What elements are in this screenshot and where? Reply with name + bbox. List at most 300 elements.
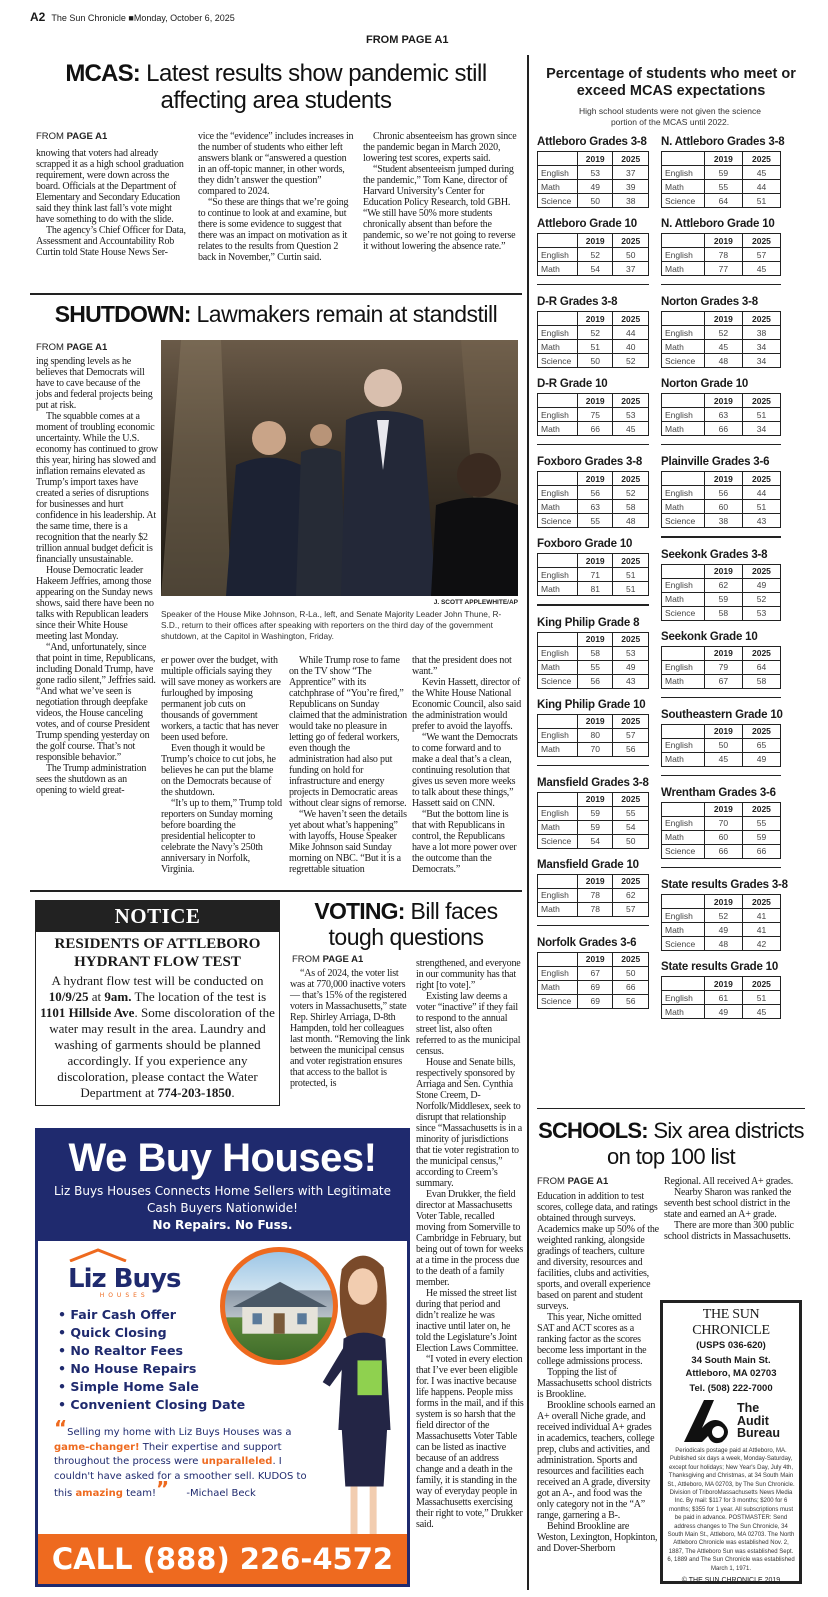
score-cell: 51 (742, 194, 780, 208)
header-cell-blank (662, 724, 705, 738)
table-row (662, 486, 781, 500)
paragraph: Behind Brookline are Weston, Lexington, Hopkinton, and Dover-Sherborn (537, 1521, 658, 1554)
mcas-column-3 (363, 131, 522, 252)
address-line: 34 South Main St. (691, 1355, 771, 1366)
score-cell: 52 (613, 486, 649, 500)
table-row (538, 674, 649, 688)
subject-cell: Math (538, 500, 578, 514)
subject-cell: Math (662, 923, 705, 937)
shutdown-headline (30, 301, 522, 328)
score-table-block (661, 959, 781, 1019)
mcas-column-2 (198, 131, 355, 263)
headline-kicker: SHUTDOWN: (54, 301, 191, 327)
subject-cell: English (662, 991, 705, 1005)
paper-date: The Sun Chronicle ■Monday, October 6, 2025 (51, 13, 235, 23)
score-table (537, 233, 649, 276)
subject-cell: Math (662, 422, 705, 436)
subject-cell: Math (662, 674, 705, 688)
subject-cell: Math (662, 340, 705, 354)
table-title: King Philip Grade 10 (537, 698, 646, 711)
score-cell: 52 (577, 248, 613, 262)
year-header: 2025 (742, 234, 780, 248)
table-title: Mansfield Grade 10 (537, 858, 639, 871)
table-title: State results Grades 3-8 (661, 879, 788, 892)
score-table (661, 393, 781, 436)
table-row (662, 923, 781, 937)
year-header: 2019 (704, 646, 742, 660)
score-cell: 53 (613, 408, 649, 422)
subject-cell: English (662, 486, 705, 500)
text-segment: . Some discoloration of the water may result in the area. Laundry and washing of garments should be planned accordingly. If you experience any discoloration, please contact the Water Department at (49, 1005, 275, 1100)
table-header-row (538, 952, 649, 966)
from-prefix: FROM (36, 131, 67, 142)
copyright: © THE SUN CHRONICLE 2019 (681, 1577, 781, 1585)
benefit-item: • Quick Closing (58, 1325, 167, 1340)
from-prefix: FROM (36, 342, 67, 353)
score-table (661, 724, 781, 767)
score-cell: 59 (742, 830, 780, 844)
score-cell: 66 (577, 422, 613, 436)
score-cell: 59 (704, 592, 742, 606)
score-cell: 54 (577, 834, 613, 848)
score-cell: 59 (577, 820, 613, 834)
table-header-row (662, 472, 781, 486)
subject-cell: Science (662, 514, 705, 528)
table-row (538, 902, 649, 916)
score-cell: 34 (742, 340, 780, 354)
score-cell: 49 (577, 180, 613, 194)
phone-number: Tel. (508) 222-7000 (689, 1383, 773, 1394)
table-title: Norton Grade 10 (661, 378, 749, 391)
table-row (662, 830, 781, 844)
score-cell: 69 (577, 980, 613, 994)
year-header: 2025 (613, 874, 649, 888)
year-header: 2025 (613, 394, 649, 408)
header-cell-blank (538, 714, 578, 728)
divider (537, 284, 649, 285)
paragraph: Brookline schools earned an A+ overall Niche grade, and received individual A+ grades in academics, teachers, college prep, clubs and activities, and administration. Sports and resources and facilities each received an A grade, diversity got an A-, and food was the only category not in the “A” range, garnering a B-. (537, 1400, 656, 1521)
text-segment: at (88, 989, 105, 1004)
paragraph: Even though it would be Trump’s choice to cut jobs, he believes he can put the blame on the Democrats because of the shutdown. (161, 743, 276, 798)
score-cell: 50 (613, 966, 649, 980)
subject-cell: Science (662, 354, 705, 368)
subject-cell: English (538, 166, 578, 180)
score-cell: 52 (704, 909, 742, 923)
year-header: 2019 (577, 312, 613, 326)
from-page-label (537, 1176, 608, 1187)
table-header-row (538, 312, 649, 326)
score-table-block (661, 707, 781, 767)
score-cell: 51 (742, 500, 780, 514)
table-row (662, 1005, 781, 1019)
score-cell: 50 (577, 194, 613, 208)
year-header: 2019 (577, 714, 613, 728)
subject-cell: Math (662, 830, 705, 844)
table-row (538, 500, 649, 514)
year-header: 2019 (577, 952, 613, 966)
score-cell: 56 (577, 486, 613, 500)
score-cell: 37 (613, 166, 649, 180)
testimonial-author: -Michael Beck (186, 1488, 256, 1499)
score-cell: 70 (577, 742, 613, 756)
table-row (538, 248, 649, 262)
subject-cell: Math (538, 980, 578, 994)
table-title: Seekonk Grade 10 (661, 630, 758, 643)
score-cell: 75 (577, 408, 613, 422)
score-table-block (537, 216, 649, 276)
benefit-item: • Simple Home Sale (58, 1379, 199, 1394)
liz-buys-houses-ad[interactable] (35, 1128, 410, 1587)
score-cell: 51 (742, 991, 780, 1005)
shutdown-column-2 (161, 655, 282, 875)
score-table (537, 714, 649, 757)
table-row (662, 660, 781, 674)
score-table (537, 874, 649, 917)
score-cell: 60 (704, 830, 742, 844)
score-cell: 58 (742, 674, 780, 688)
score-table-block (537, 615, 649, 689)
score-table-block (537, 454, 649, 528)
divider (537, 444, 649, 445)
shutdown-column-3 (289, 655, 407, 875)
subject-cell: English (538, 248, 578, 262)
table-row (538, 966, 649, 980)
usps-number: (USPS 036-620) (696, 1340, 766, 1351)
subject-cell: English (538, 486, 578, 500)
score-table (537, 471, 649, 528)
score-table-block (661, 629, 781, 689)
table-title: Norfolk Grades 3-6 (537, 936, 637, 949)
column-divider (527, 55, 529, 1590)
year-header: 2019 (577, 234, 613, 248)
table-header-row (662, 977, 781, 991)
emphasis-text: 774-203-1850 (157, 1085, 232, 1100)
table-row (538, 354, 649, 368)
year-header: 2019 (704, 472, 742, 486)
subject-cell: Math (538, 820, 578, 834)
header-cell-blank (538, 394, 578, 408)
from-prefix: FROM (537, 1176, 568, 1187)
table-title: N. Attleboro Grades 3-8 (661, 136, 785, 148)
subject-cell: Math (538, 742, 578, 756)
subject-cell: English (662, 578, 705, 592)
header-cell-blank (662, 977, 705, 991)
table-header-row (662, 895, 781, 909)
subject-cell: English (538, 646, 578, 660)
text-segment: A hydrant flow test will be conducted on (51, 973, 264, 988)
paragraph: There are more than 300 public school districts in Massachusetts. (664, 1220, 794, 1242)
score-cell: 57 (613, 902, 649, 916)
subject-cell: Math (662, 752, 705, 766)
score-table-block (661, 216, 781, 276)
table-title: N. Attleboro Grade 10 (661, 218, 775, 230)
score-table (661, 646, 781, 689)
score-table-block (537, 775, 649, 849)
paragraph: “So these are things that we’re going to continue to look at and examine, but there is some evidence to suggest that there was an impact on motivation as it relates to the results from Question 2 back in November,” Curtin said. (198, 197, 349, 263)
score-cell: 55 (613, 806, 649, 820)
subject-cell: English (662, 660, 705, 674)
headline-text: Bill faces tough questions (328, 898, 498, 950)
score-cell: 56 (613, 742, 649, 756)
score-cell: 49 (704, 923, 742, 937)
emphasis-text: game-changer! (54, 1441, 140, 1453)
score-cell: 44 (742, 180, 780, 194)
score-cell: 45 (742, 1005, 780, 1019)
score-cell: 66 (742, 844, 780, 858)
table-row (538, 582, 649, 596)
headline-kicker: VOTING: (314, 898, 405, 924)
ad-title: We Buy Houses! (68, 1136, 377, 1180)
table-row (538, 408, 649, 422)
table-title: Wrentham Grades 3-6 (661, 786, 776, 799)
headline-text: Latest results show pandemic still affecting area students (140, 60, 487, 114)
subject-cell: Science (662, 937, 705, 951)
score-table (537, 952, 649, 1009)
emphasis-text: 1101 Hillside Ave (40, 1005, 135, 1020)
house-roof-icon (68, 1248, 168, 1262)
benefit-item: • No House Repairs (58, 1361, 197, 1376)
header-cell-blank (538, 152, 578, 166)
emphasis-text: 9am. (104, 989, 132, 1004)
year-header: 2019 (577, 792, 613, 806)
table-header-row (662, 646, 781, 660)
score-cell: 34 (742, 354, 780, 368)
table-header-row (538, 472, 649, 486)
table-row (662, 844, 781, 858)
year-header: 2025 (742, 977, 780, 991)
score-cell: 52 (742, 592, 780, 606)
subject-cell: Math (662, 592, 705, 606)
score-table-block (661, 785, 781, 859)
table-row (662, 262, 781, 276)
text-segment: . (231, 1085, 235, 1100)
score-cell: 56 (704, 486, 742, 500)
table-header-row (662, 394, 781, 408)
paragraph: “As of 2024, the voter list was at 770,000 inactive voters — that’s 15% of the registered voters in Massachusetts,” state Rep. Shirley Arriaga, D-8th Hampden, told her colleagues last month. “Removing the link between the municipal census and voter registration ensures that access to the ballot is protected, is (290, 968, 410, 1089)
subject-cell: Science (662, 844, 705, 858)
year-header: 2025 (742, 152, 780, 166)
tables-column-left (537, 134, 649, 1017)
score-cell: 57 (613, 728, 649, 742)
table-title: Attleboro Grade 10 (537, 218, 637, 230)
score-cell: 67 (704, 674, 742, 688)
divider (537, 1108, 805, 1109)
score-cell: 44 (613, 326, 649, 340)
year-header: 2019 (577, 632, 613, 646)
year-header: 2019 (704, 152, 742, 166)
header-cell-blank (538, 792, 578, 806)
table-row (662, 991, 781, 1005)
table-title: Mansfield Grades 3-8 (537, 776, 649, 789)
photo-caption: Speaker of the House Mike Johnson, R-La., left, and Senate Majority Leader John Thune, R-S.D., return to their offices after speaking with reporters on the third day of the government shutdown, at the Capitol in Washington, Friday. (161, 609, 502, 641)
score-table (537, 553, 649, 596)
table-row (538, 834, 649, 848)
call-phone-button[interactable]: CALL (888) 226-4572 (38, 1534, 407, 1584)
table-row (538, 514, 649, 528)
mcas-column-1 (36, 148, 190, 258)
score-cell: 55 (577, 514, 613, 528)
score-cell: 77 (704, 262, 742, 276)
year-header: 2019 (577, 472, 613, 486)
year-header: 2025 (742, 724, 780, 738)
score-table (661, 976, 781, 1019)
hydrant-notice (35, 900, 280, 1106)
testimonial-text (54, 1427, 307, 1499)
schools-column-1 (537, 1191, 659, 1554)
text-segment: . I couldn't have asked for a smoother sell. KUDOS to this (54, 1456, 307, 1499)
table-row (538, 262, 649, 276)
from-page-label (36, 342, 107, 353)
table-header-row (662, 152, 781, 166)
table-header-row (538, 874, 649, 888)
paragraph: that the president does not want.” (412, 655, 512, 677)
table-header-row (662, 234, 781, 248)
table-row (538, 166, 649, 180)
score-cell: 55 (742, 816, 780, 830)
table-row (538, 728, 649, 742)
mcas-tables-title: Percentage of students who meet or exceed MCAS expectations (546, 66, 796, 99)
table-row (662, 606, 781, 620)
subject-cell: English (662, 738, 705, 752)
score-cell: 50 (704, 738, 742, 752)
score-cell: 62 (704, 578, 742, 592)
shutdown-column-1 (36, 356, 158, 796)
score-cell: 66 (704, 422, 742, 436)
notice-subtitle-line: HYDRANT FLOW TEST (74, 954, 241, 970)
score-cell: 70 (704, 816, 742, 830)
audit-bureau-logo (663, 1398, 799, 1444)
score-cell: 66 (613, 980, 649, 994)
table-header-row (538, 554, 649, 568)
voting-column-1 (290, 968, 412, 1089)
testimonial (54, 1416, 316, 1502)
score-table (537, 792, 649, 849)
divider (537, 925, 649, 926)
score-cell: 57 (742, 248, 780, 262)
subject-cell: English (538, 408, 578, 422)
text-segment: The location of the test is (131, 989, 267, 1004)
score-cell: 61 (704, 991, 742, 1005)
year-header: 2019 (577, 394, 613, 408)
logo-text: Liz Buys (68, 1264, 181, 1294)
audit-word: Audit (736, 1413, 769, 1428)
publisher-box (660, 1300, 802, 1584)
divider (537, 604, 649, 605)
score-cell: 63 (704, 408, 742, 422)
score-table-block (537, 935, 649, 1009)
divider (30, 890, 522, 892)
from-page: PAGE A1 (66, 342, 108, 353)
score-cell: 44 (742, 486, 780, 500)
score-cell: 64 (742, 660, 780, 674)
subject-cell: Math (662, 262, 705, 276)
year-header: 2025 (613, 152, 649, 166)
subject-cell: Math (662, 500, 705, 514)
divider (661, 444, 781, 445)
paragraph: Evan Drukker, the field director at Massachusetts Voter Table, recalled moving from Somerville to Cambridge in February, but being out of town for weeks at a time in the process due to the death of a family member. (416, 1189, 524, 1288)
score-cell: 38 (613, 194, 649, 208)
score-cell: 67 (577, 966, 613, 980)
table-row (662, 738, 781, 752)
shutdown-column-4 (412, 655, 524, 875)
table-row (538, 180, 649, 194)
subject-cell: English (538, 966, 578, 980)
divider (661, 284, 781, 285)
year-header: 2025 (613, 632, 649, 646)
score-cell: 64 (704, 194, 742, 208)
score-cell: 45 (742, 262, 780, 276)
score-cell: 63 (577, 500, 613, 514)
tables-column-right (661, 134, 788, 1027)
score-table (537, 151, 649, 208)
table-row (538, 326, 649, 340)
paragraph: “And, unfortunately, since that point in time, Republicans, including Donald Trump, have gone radio silent,” Jeffries said. “And what we’ve seen is negotiation through deepfake videos, the House canceling votes, and of course President Trump spending yesterday on the golf course. That’s not responsible behavior.” (36, 642, 156, 763)
divider (661, 536, 781, 537)
score-table-block (537, 697, 649, 757)
paragraph: The squabble comes at a moment of troubling economic uncertainty. While the U.S. economy has continued to grow this year, hiring has slowed and inflation remains elevated as Trump’s import taxes have created a series of disruptions for businesses and hurt confidence in his leadership. At the same time, there is a recognition that the nearly $2 trillion annual budget deficit is financially unsustainable. (36, 411, 158, 565)
table-row (662, 909, 781, 923)
header-cell-blank (662, 312, 705, 326)
benefit-item: • Fair Cash Offer (58, 1307, 176, 1322)
score-cell: 54 (613, 820, 649, 834)
score-cell: 42 (742, 937, 780, 951)
header-cell-blank (662, 472, 705, 486)
score-cell: 38 (742, 326, 780, 340)
table-row (538, 194, 649, 208)
benefit-item: • No Realtor Fees (58, 1343, 184, 1358)
publication-fine-print: Periodicals postage paid at Attleboro, MA. Published six days a week, Monday-Saturday, except four holidays; New Year's Day, July 4th, Thanksgiving and Christmas, at 34 South Main St., Attleboro, MA 02703, by The Sun Chronicle. Division of TriboroMassachusetts News Media Inc. By mail: $117 for 3 months; $200 for 6 months; $355 for 1 year. All subscriptions must be paid in advance. POSTMASTER: Send address changes to The Sun Chronicle, 34 South Main St., Attleboro, MA 02703. The North Attleboro Chronicle was established Nov. 2, 1887, The Attleboro Sun was established Sept. 6, 1889 and The Sun Chronicle was established March 1, 1971. (667, 1448, 795, 1572)
table-row (538, 660, 649, 674)
audit-bureau-name (737, 1402, 780, 1440)
paragraph: “We haven’t seen the details yet about what’s happening” with layoffs, House Speaker Mike Johnson said Sunday morning on NBC. “But it is a regrettable situation (289, 809, 407, 875)
score-cell: 51 (613, 568, 649, 582)
table-title: Southeastern Grade 10 (661, 708, 783, 721)
paragraph: The Trump administration sees the shutdown as an opening to wield great- (36, 763, 147, 796)
year-header: 2025 (742, 895, 780, 909)
table-title: Seekonk Grades 3-8 (661, 548, 768, 561)
year-header: 2025 (742, 312, 780, 326)
header-cell-blank (662, 394, 705, 408)
paragraph: ing spending levels as he believes that Democrats will have to cave because of the jobs and federal projects being put at risk. (36, 356, 153, 411)
table-row (538, 340, 649, 354)
score-cell: 34 (742, 422, 780, 436)
from-page: PAGE A1 (66, 131, 108, 142)
subject-cell: English (538, 568, 578, 582)
score-cell: 66 (704, 844, 742, 858)
table-header-row (662, 564, 781, 578)
photo-credit: J. SCOTT APPLEWHITE/AP (433, 599, 518, 606)
subject-cell: Math (662, 180, 705, 194)
notice-body (36, 971, 279, 1105)
score-cell: 58 (577, 646, 613, 660)
text-segment: Selling my home with Liz Buys Houses was a (67, 1427, 292, 1438)
subject-cell: English (662, 248, 705, 262)
header-cell-blank (662, 895, 705, 909)
score-cell: 41 (742, 923, 780, 937)
subject-cell: Math (538, 340, 578, 354)
score-cell: 45 (704, 752, 742, 766)
subject-cell: Science (538, 994, 578, 1008)
score-cell: 45 (742, 166, 780, 180)
score-table (661, 233, 781, 276)
subject-cell: Math (538, 902, 578, 916)
table-header-row (538, 792, 649, 806)
subject-cell: English (538, 806, 578, 820)
year-header: 2025 (613, 472, 649, 486)
paragraph: “But the bottom line is that with Republicans in control, the Republicans have a lot more power over the outcome than the Democrats.” (412, 809, 517, 875)
paragraph: “I voted in every election that I’ve ever been eligible for. I was inactive because life happens. People miss forms in the mail, and if this system is so harsh that the field director of the Massachusetts Voter Table can be listed as inactive because of an address change and a death in the family, it is standing in the way of everyday people in Massachusetts exercising their right to vote,” Drukker said. (416, 1354, 524, 1530)
paragraph: Regional. All received A+ grades. (664, 1176, 794, 1187)
